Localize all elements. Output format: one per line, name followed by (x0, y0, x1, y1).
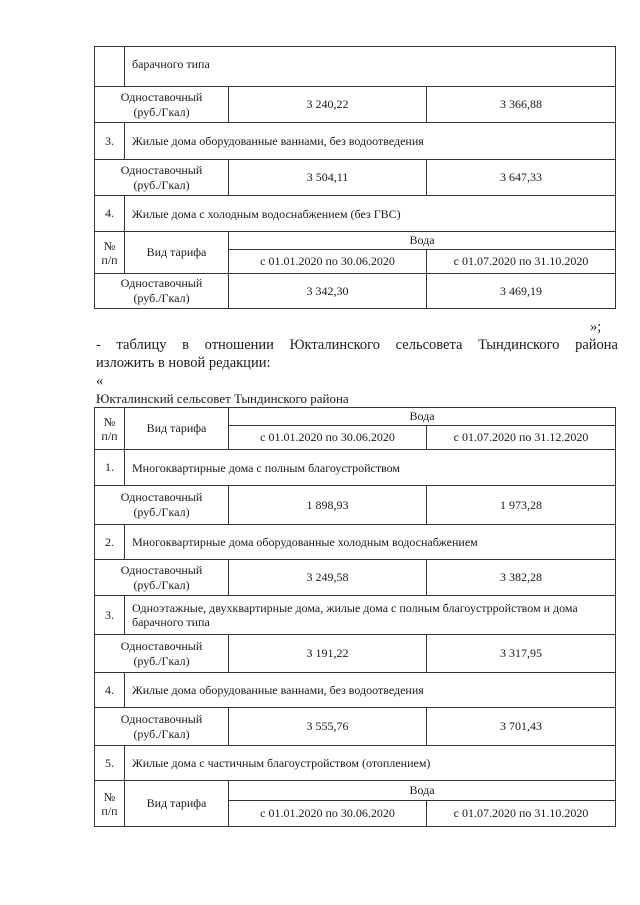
table-header (94, 231, 616, 273)
period2-header: с 01.07.2020 по 31.10.2020 (426, 800, 616, 826)
category-title-line2: барачного типа (132, 615, 210, 629)
table-row (94, 86, 616, 122)
category-title: барачного типа (124, 47, 616, 86)
table-row (94, 46, 616, 86)
rate-label-line1: Одноставочный (120, 562, 203, 577)
number-header-line1: № (103, 238, 116, 253)
rate-label-line1: Одноставочный (120, 490, 203, 504)
value-period2: 3 701,43 (426, 708, 616, 745)
water-header: Вода (228, 408, 616, 425)
number-cell: 3. (94, 596, 124, 634)
value-period1: 3 191,22 (228, 635, 426, 672)
period1-header: с 01.01.2020 по 30.06.2020 (228, 800, 426, 826)
rate-label-line1: Одноставочный (120, 711, 203, 726)
table-row (94, 449, 616, 485)
water-header: Вода (228, 232, 616, 249)
rate-label-line2: (руб./Гкал) (133, 505, 190, 519)
number-cell (94, 47, 124, 86)
category-title: Многоквартирные дома с полным благоустройством (124, 450, 616, 485)
rate-label-line2: (руб./Гкал) (133, 577, 190, 592)
category-title: Жилые дома с частичным благоустройством (отоплением) (124, 746, 616, 780)
number-header (94, 781, 124, 826)
rate-label-line2: (руб./Гкал) (133, 653, 190, 668)
number-header-line2: п/п (101, 252, 118, 267)
number-cell: 5. (94, 746, 124, 780)
category-title: Многоквартирные дома оборудованные холодным водоснабжением (124, 525, 616, 559)
table-row (94, 595, 616, 634)
number-cell: 3. (94, 123, 124, 159)
period1-header: с 01.01.2020 по 30.06.2020 (228, 249, 426, 273)
value-period1: 3 240,22 (228, 87, 426, 122)
value-period2: 3 382,28 (426, 560, 616, 595)
table-row (94, 485, 616, 524)
rate-label-line1: Одноставочный (120, 638, 203, 653)
number-cell: 4. (94, 196, 124, 231)
rate-label (94, 274, 228, 308)
table-header (94, 780, 616, 827)
value-period1: 3 504,11 (228, 160, 426, 195)
value-period2: 3 317,95 (426, 635, 616, 672)
value-period2: 3 366,88 (426, 87, 616, 122)
category-title (124, 596, 616, 634)
tariff-kind-header: Вид тарифа (124, 232, 228, 273)
table-row (94, 634, 616, 672)
category-title: Жилые дома оборудованные ваннами, без водоотведения (124, 123, 616, 159)
value-period2: 1 973,28 (426, 486, 616, 524)
table-row (94, 195, 616, 231)
table-header (94, 407, 616, 449)
value-period1: 3 342,30 (228, 274, 426, 308)
rate-label-line2: (руб./Гкал) (133, 177, 190, 192)
number-header-line2: п/п (101, 428, 118, 443)
number-cell: 2. (94, 525, 124, 559)
value-period1: 1 898,93 (228, 486, 426, 524)
table-row (94, 524, 616, 559)
number-header-line2: п/п (101, 803, 118, 818)
number-header-line1: № (103, 414, 116, 429)
rate-label-line1: Одноставочный (120, 89, 203, 104)
table-row (94, 559, 616, 595)
number-header-line1: № (103, 789, 116, 804)
value-period1: 3 249,58 (228, 560, 426, 595)
value-period1: 3 555,76 (228, 708, 426, 745)
water-header: Вода (228, 781, 616, 800)
rate-label (94, 160, 228, 195)
value-period2: 3 647,33 (426, 160, 616, 195)
number-header (94, 408, 124, 449)
category-title: Жилые дома оборудованные ваннами, без водоотведения (124, 673, 616, 707)
rate-label (94, 635, 228, 672)
number-header (94, 232, 124, 273)
period2-header: с 01.07.2020 по 31.10.2020 (426, 249, 616, 273)
paragraph-line-1: - таблицу в отношении Юкталинского сельсовета Тындинского района (96, 337, 618, 353)
table-row (94, 159, 616, 195)
rate-label (94, 486, 228, 524)
closing-quote: »; (590, 319, 602, 335)
rate-label (94, 560, 228, 595)
table-row (94, 672, 616, 707)
paragraph-line-2: изложить в новой редакции: (96, 355, 271, 371)
rate-label (94, 87, 228, 122)
table-row (94, 707, 616, 745)
table-caption: Юкталинский сельсовет Тындинского района (96, 391, 349, 406)
rate-label-line1: Одноставочный (120, 276, 203, 290)
opening-quote: « (96, 373, 104, 389)
rate-label-line2: (руб./Гкал) (133, 726, 190, 741)
tariff-kind-header: Вид тарифа (124, 781, 228, 826)
tariff-table-yuktali (94, 407, 616, 827)
rate-label (94, 708, 228, 745)
rate-label-line2: (руб./Гкал) (133, 104, 190, 119)
rate-label-line2: (руб./Гкал) (133, 291, 190, 305)
category-title: Жилые дома с холодным водоснабжением (без ГВС) (124, 196, 616, 231)
table-row (94, 745, 616, 780)
value-period2: 3 469,19 (426, 274, 616, 308)
tariff-table-continued (94, 46, 616, 309)
table-row (94, 122, 616, 159)
period1-header: с 01.01.2020 по 30.06.2020 (228, 425, 426, 449)
category-title-line1: Одноэтажные, двухквартирные дома, жилые дома с полным благоустрройством и дома (132, 601, 578, 615)
rate-label-line1: Одноставочный (120, 162, 203, 177)
period2-header: с 01.07.2020 по 31.12.2020 (426, 425, 616, 449)
tariff-kind-header: Вид тарифа (124, 408, 228, 449)
number-cell: 1. (94, 450, 124, 485)
number-cell: 4. (94, 673, 124, 707)
table-row (94, 273, 616, 309)
